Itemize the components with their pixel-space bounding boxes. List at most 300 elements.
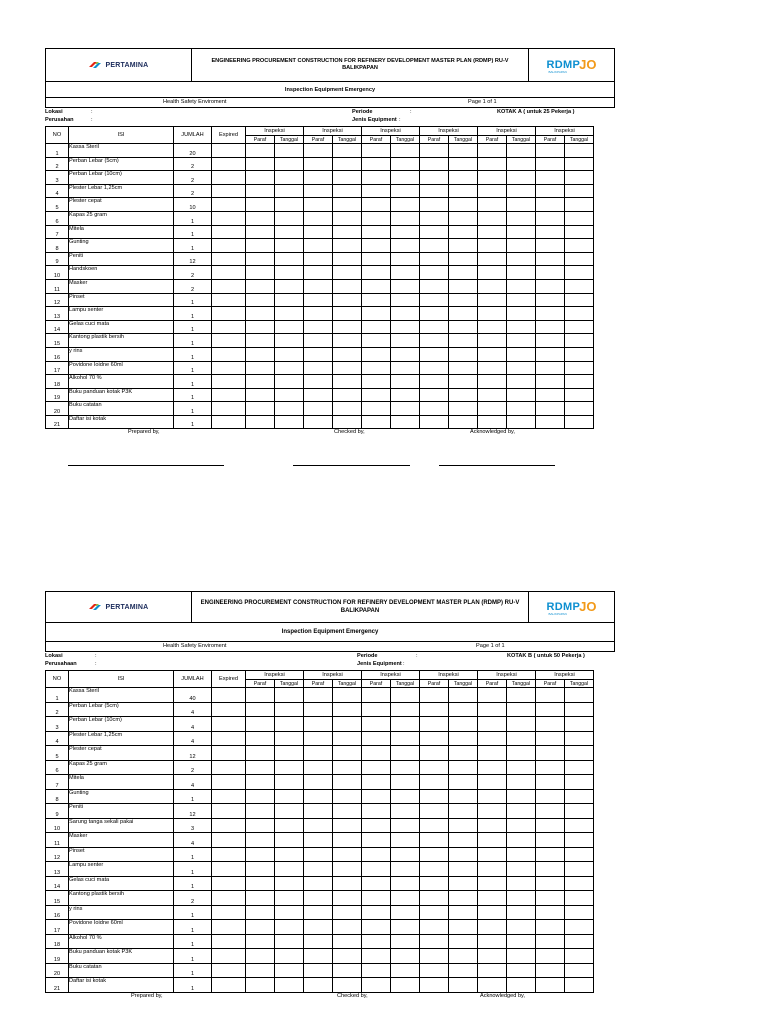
- tanggal-cell[interactable]: [565, 279, 594, 293]
- paraf-cell[interactable]: [246, 184, 275, 198]
- paraf-cell[interactable]: [478, 847, 507, 862]
- paraf-cell[interactable]: [304, 211, 333, 225]
- paraf-cell[interactable]: [420, 279, 449, 293]
- paraf-cell[interactable]: [420, 702, 449, 717]
- tanggal-cell[interactable]: [565, 775, 594, 790]
- paraf-cell[interactable]: [420, 198, 449, 212]
- tanggal-cell[interactable]: [333, 279, 362, 293]
- tanggal-cell[interactable]: [391, 833, 420, 848]
- paraf-cell[interactable]: [304, 334, 333, 348]
- paraf-cell[interactable]: [536, 804, 565, 819]
- paraf-cell[interactable]: [362, 347, 391, 361]
- paraf-cell[interactable]: [420, 717, 449, 732]
- paraf-cell[interactable]: [420, 388, 449, 402]
- paraf-cell[interactable]: [478, 905, 507, 920]
- tanggal-cell[interactable]: [507, 891, 536, 906]
- paraf-cell[interactable]: [362, 847, 391, 862]
- paraf-cell[interactable]: [478, 833, 507, 848]
- paraf-cell[interactable]: [246, 934, 275, 949]
- paraf-cell[interactable]: [304, 157, 333, 171]
- expired-cell[interactable]: [212, 361, 246, 375]
- expired-cell[interactable]: [212, 949, 246, 964]
- expired-cell[interactable]: [212, 891, 246, 906]
- tanggal-cell[interactable]: [507, 775, 536, 790]
- paraf-cell[interactable]: [478, 171, 507, 185]
- paraf-cell[interactable]: [420, 905, 449, 920]
- expired-cell[interactable]: [212, 293, 246, 307]
- paraf-cell[interactable]: [420, 334, 449, 348]
- paraf-cell[interactable]: [536, 211, 565, 225]
- tanggal-cell[interactable]: [391, 239, 420, 253]
- paraf-cell[interactable]: [536, 361, 565, 375]
- paraf-cell[interactable]: [420, 847, 449, 862]
- paraf-cell[interactable]: [246, 746, 275, 761]
- paraf-cell[interactable]: [420, 266, 449, 280]
- paraf-cell[interactable]: [536, 279, 565, 293]
- tanggal-cell[interactable]: [391, 876, 420, 891]
- paraf-cell[interactable]: [246, 920, 275, 935]
- paraf-cell[interactable]: [478, 144, 507, 158]
- paraf-cell[interactable]: [246, 949, 275, 964]
- paraf-cell[interactable]: [246, 688, 275, 703]
- tanggal-cell[interactable]: [275, 804, 304, 819]
- paraf-cell[interactable]: [362, 279, 391, 293]
- paraf-cell[interactable]: [420, 963, 449, 978]
- paraf-cell[interactable]: [362, 144, 391, 158]
- tanggal-cell[interactable]: [333, 978, 362, 993]
- paraf-cell[interactable]: [246, 818, 275, 833]
- expired-cell[interactable]: [212, 388, 246, 402]
- tanggal-cell[interactable]: [565, 702, 594, 717]
- paraf-cell[interactable]: [478, 266, 507, 280]
- paraf-cell[interactable]: [304, 862, 333, 877]
- tanggal-cell[interactable]: [449, 402, 478, 416]
- tanggal-cell[interactable]: [275, 266, 304, 280]
- paraf-cell[interactable]: [478, 760, 507, 775]
- paraf-cell[interactable]: [362, 293, 391, 307]
- paraf-cell[interactable]: [478, 876, 507, 891]
- paraf-cell[interactable]: [304, 963, 333, 978]
- tanggal-cell[interactable]: [449, 876, 478, 891]
- tanggal-cell[interactable]: [449, 833, 478, 848]
- paraf-cell[interactable]: [536, 198, 565, 212]
- paraf-cell[interactable]: [304, 307, 333, 321]
- paraf-cell[interactable]: [478, 934, 507, 949]
- tanggal-cell[interactable]: [275, 717, 304, 732]
- paraf-cell[interactable]: [536, 775, 565, 790]
- paraf-cell[interactable]: [536, 702, 565, 717]
- expired-cell[interactable]: [212, 307, 246, 321]
- paraf-cell[interactable]: [536, 388, 565, 402]
- tanggal-cell[interactable]: [391, 702, 420, 717]
- tanggal-cell[interactable]: [275, 789, 304, 804]
- tanggal-cell[interactable]: [507, 198, 536, 212]
- tanggal-cell[interactable]: [449, 746, 478, 761]
- paraf-cell[interactable]: [478, 920, 507, 935]
- tanggal-cell[interactable]: [565, 789, 594, 804]
- tanggal-cell[interactable]: [507, 375, 536, 389]
- tanggal-cell[interactable]: [333, 415, 362, 429]
- expired-cell[interactable]: [212, 934, 246, 949]
- paraf-cell[interactable]: [362, 266, 391, 280]
- tanggal-cell[interactable]: [391, 184, 420, 198]
- tanggal-cell[interactable]: [507, 833, 536, 848]
- tanggal-cell[interactable]: [565, 171, 594, 185]
- expired-cell[interactable]: [212, 717, 246, 732]
- paraf-cell[interactable]: [362, 789, 391, 804]
- paraf-cell[interactable]: [304, 239, 333, 253]
- paraf-cell[interactable]: [362, 320, 391, 334]
- paraf-cell[interactable]: [304, 717, 333, 732]
- tanggal-cell[interactable]: [333, 731, 362, 746]
- paraf-cell[interactable]: [536, 252, 565, 266]
- paraf-cell[interactable]: [304, 818, 333, 833]
- paraf-cell[interactable]: [478, 702, 507, 717]
- paraf-cell[interactable]: [536, 293, 565, 307]
- tanggal-cell[interactable]: [275, 949, 304, 964]
- paraf-cell[interactable]: [304, 934, 333, 949]
- tanggal-cell[interactable]: [565, 934, 594, 949]
- paraf-cell[interactable]: [420, 252, 449, 266]
- paraf-cell[interactable]: [246, 375, 275, 389]
- paraf-cell[interactable]: [536, 905, 565, 920]
- tanggal-cell[interactable]: [391, 266, 420, 280]
- paraf-cell[interactable]: [304, 876, 333, 891]
- tanggal-cell[interactable]: [565, 320, 594, 334]
- tanggal-cell[interactable]: [333, 334, 362, 348]
- paraf-cell[interactable]: [362, 934, 391, 949]
- paraf-cell[interactable]: [536, 347, 565, 361]
- tanggal-cell[interactable]: [275, 402, 304, 416]
- paraf-cell[interactable]: [478, 157, 507, 171]
- tanggal-cell[interactable]: [275, 211, 304, 225]
- paraf-cell[interactable]: [362, 198, 391, 212]
- paraf-cell[interactable]: [420, 789, 449, 804]
- tanggal-cell[interactable]: [507, 293, 536, 307]
- tanggal-cell[interactable]: [507, 804, 536, 819]
- paraf-cell[interactable]: [362, 949, 391, 964]
- paraf-cell[interactable]: [478, 239, 507, 253]
- tanggal-cell[interactable]: [333, 211, 362, 225]
- tanggal-cell[interactable]: [391, 388, 420, 402]
- expired-cell[interactable]: [212, 239, 246, 253]
- tanggal-cell[interactable]: [333, 266, 362, 280]
- paraf-cell[interactable]: [246, 320, 275, 334]
- paraf-cell[interactable]: [420, 978, 449, 993]
- paraf-cell[interactable]: [536, 402, 565, 416]
- expired-cell[interactable]: [212, 978, 246, 993]
- paraf-cell[interactable]: [420, 211, 449, 225]
- tanggal-cell[interactable]: [391, 847, 420, 862]
- paraf-cell[interactable]: [362, 876, 391, 891]
- paraf-cell[interactable]: [246, 225, 275, 239]
- tanggal-cell[interactable]: [391, 307, 420, 321]
- paraf-cell[interactable]: [304, 760, 333, 775]
- tanggal-cell[interactable]: [275, 731, 304, 746]
- paraf-cell[interactable]: [246, 804, 275, 819]
- paraf-cell[interactable]: [420, 361, 449, 375]
- expired-cell[interactable]: [212, 157, 246, 171]
- tanggal-cell[interactable]: [275, 862, 304, 877]
- paraf-cell[interactable]: [362, 717, 391, 732]
- tanggal-cell[interactable]: [565, 891, 594, 906]
- tanggal-cell[interactable]: [507, 184, 536, 198]
- paraf-cell[interactable]: [420, 876, 449, 891]
- paraf-cell[interactable]: [478, 789, 507, 804]
- paraf-cell[interactable]: [246, 702, 275, 717]
- paraf-cell[interactable]: [536, 746, 565, 761]
- tanggal-cell[interactable]: [565, 862, 594, 877]
- paraf-cell[interactable]: [304, 184, 333, 198]
- tanggal-cell[interactable]: [507, 789, 536, 804]
- paraf-cell[interactable]: [304, 293, 333, 307]
- paraf-cell[interactable]: [304, 688, 333, 703]
- paraf-cell[interactable]: [246, 963, 275, 978]
- paraf-cell[interactable]: [246, 279, 275, 293]
- paraf-cell[interactable]: [478, 293, 507, 307]
- expired-cell[interactable]: [212, 279, 246, 293]
- paraf-cell[interactable]: [478, 415, 507, 429]
- expired-cell[interactable]: [212, 171, 246, 185]
- paraf-cell[interactable]: [362, 211, 391, 225]
- paraf-cell[interactable]: [478, 375, 507, 389]
- tanggal-cell[interactable]: [449, 415, 478, 429]
- tanggal-cell[interactable]: [449, 949, 478, 964]
- expired-cell[interactable]: [212, 402, 246, 416]
- paraf-cell[interactable]: [246, 891, 275, 906]
- expired-cell[interactable]: [212, 688, 246, 703]
- tanggal-cell[interactable]: [449, 239, 478, 253]
- paraf-cell[interactable]: [246, 978, 275, 993]
- tanggal-cell[interactable]: [333, 702, 362, 717]
- expired-cell[interactable]: [212, 833, 246, 848]
- paraf-cell[interactable]: [246, 717, 275, 732]
- tanggal-cell[interactable]: [275, 920, 304, 935]
- tanggal-cell[interactable]: [449, 184, 478, 198]
- tanggal-cell[interactable]: [391, 804, 420, 819]
- tanggal-cell[interactable]: [391, 347, 420, 361]
- paraf-cell[interactable]: [246, 211, 275, 225]
- tanggal-cell[interactable]: [449, 775, 478, 790]
- tanggal-cell[interactable]: [391, 171, 420, 185]
- paraf-cell[interactable]: [420, 307, 449, 321]
- paraf-cell[interactable]: [246, 157, 275, 171]
- paraf-cell[interactable]: [362, 388, 391, 402]
- tanggal-cell[interactable]: [449, 293, 478, 307]
- paraf-cell[interactable]: [536, 862, 565, 877]
- tanggal-cell[interactable]: [449, 963, 478, 978]
- paraf-cell[interactable]: [478, 717, 507, 732]
- tanggal-cell[interactable]: [449, 171, 478, 185]
- tanggal-cell[interactable]: [507, 818, 536, 833]
- paraf-cell[interactable]: [304, 891, 333, 906]
- tanggal-cell[interactable]: [507, 347, 536, 361]
- expired-cell[interactable]: [212, 198, 246, 212]
- paraf-cell[interactable]: [362, 862, 391, 877]
- tanggal-cell[interactable]: [507, 307, 536, 321]
- tanggal-cell[interactable]: [275, 891, 304, 906]
- tanggal-cell[interactable]: [507, 252, 536, 266]
- tanggal-cell[interactable]: [507, 978, 536, 993]
- tanggal-cell[interactable]: [565, 415, 594, 429]
- paraf-cell[interactable]: [304, 702, 333, 717]
- tanggal-cell[interactable]: [565, 211, 594, 225]
- tanggal-cell[interactable]: [449, 717, 478, 732]
- paraf-cell[interactable]: [420, 157, 449, 171]
- tanggal-cell[interactable]: [449, 804, 478, 819]
- tanggal-cell[interactable]: [565, 978, 594, 993]
- paraf-cell[interactable]: [478, 731, 507, 746]
- tanggal-cell[interactable]: [391, 225, 420, 239]
- tanggal-cell[interactable]: [565, 746, 594, 761]
- paraf-cell[interactable]: [478, 252, 507, 266]
- paraf-cell[interactable]: [246, 905, 275, 920]
- tanggal-cell[interactable]: [333, 375, 362, 389]
- tanggal-cell[interactable]: [507, 963, 536, 978]
- tanggal-cell[interactable]: [449, 818, 478, 833]
- tanggal-cell[interactable]: [449, 862, 478, 877]
- paraf-cell[interactable]: [420, 347, 449, 361]
- paraf-cell[interactable]: [246, 334, 275, 348]
- tanggal-cell[interactable]: [565, 949, 594, 964]
- paraf-cell[interactable]: [536, 717, 565, 732]
- tanggal-cell[interactable]: [565, 266, 594, 280]
- paraf-cell[interactable]: [304, 775, 333, 790]
- paraf-cell[interactable]: [304, 847, 333, 862]
- paraf-cell[interactable]: [362, 171, 391, 185]
- tanggal-cell[interactable]: [565, 293, 594, 307]
- tanggal-cell[interactable]: [565, 307, 594, 321]
- tanggal-cell[interactable]: [507, 905, 536, 920]
- paraf-cell[interactable]: [362, 818, 391, 833]
- tanggal-cell[interactable]: [391, 279, 420, 293]
- paraf-cell[interactable]: [304, 375, 333, 389]
- paraf-cell[interactable]: [246, 252, 275, 266]
- tanggal-cell[interactable]: [275, 279, 304, 293]
- paraf-cell[interactable]: [304, 746, 333, 761]
- tanggal-cell[interactable]: [333, 225, 362, 239]
- tanggal-cell[interactable]: [333, 402, 362, 416]
- expired-cell[interactable]: [212, 760, 246, 775]
- tanggal-cell[interactable]: [391, 293, 420, 307]
- paraf-cell[interactable]: [420, 804, 449, 819]
- tanggal-cell[interactable]: [275, 833, 304, 848]
- expired-cell[interactable]: [212, 789, 246, 804]
- tanggal-cell[interactable]: [391, 688, 420, 703]
- paraf-cell[interactable]: [362, 760, 391, 775]
- paraf-cell[interactable]: [478, 402, 507, 416]
- tanggal-cell[interactable]: [275, 905, 304, 920]
- tanggal-cell[interactable]: [391, 361, 420, 375]
- paraf-cell[interactable]: [536, 963, 565, 978]
- paraf-cell[interactable]: [536, 171, 565, 185]
- tanggal-cell[interactable]: [333, 347, 362, 361]
- paraf-cell[interactable]: [304, 415, 333, 429]
- paraf-cell[interactable]: [246, 847, 275, 862]
- tanggal-cell[interactable]: [565, 334, 594, 348]
- tanggal-cell[interactable]: [449, 334, 478, 348]
- paraf-cell[interactable]: [304, 388, 333, 402]
- paraf-cell[interactable]: [246, 266, 275, 280]
- paraf-cell[interactable]: [536, 320, 565, 334]
- tanggal-cell[interactable]: [391, 760, 420, 775]
- paraf-cell[interactable]: [536, 184, 565, 198]
- paraf-cell[interactable]: [304, 320, 333, 334]
- tanggal-cell[interactable]: [275, 184, 304, 198]
- tanggal-cell[interactable]: [565, 361, 594, 375]
- expired-cell[interactable]: [212, 415, 246, 429]
- tanggal-cell[interactable]: [565, 225, 594, 239]
- tanggal-cell[interactable]: [565, 157, 594, 171]
- paraf-cell[interactable]: [362, 963, 391, 978]
- expired-cell[interactable]: [212, 184, 246, 198]
- paraf-cell[interactable]: [362, 746, 391, 761]
- tanggal-cell[interactable]: [275, 239, 304, 253]
- tanggal-cell[interactable]: [565, 375, 594, 389]
- paraf-cell[interactable]: [362, 239, 391, 253]
- tanggal-cell[interactable]: [333, 963, 362, 978]
- paraf-cell[interactable]: [420, 862, 449, 877]
- tanggal-cell[interactable]: [565, 876, 594, 891]
- tanggal-cell[interactable]: [391, 415, 420, 429]
- tanggal-cell[interactable]: [391, 746, 420, 761]
- paraf-cell[interactable]: [246, 876, 275, 891]
- tanggal-cell[interactable]: [275, 388, 304, 402]
- tanggal-cell[interactable]: [391, 731, 420, 746]
- tanggal-cell[interactable]: [565, 347, 594, 361]
- tanggal-cell[interactable]: [565, 144, 594, 158]
- tanggal-cell[interactable]: [449, 320, 478, 334]
- paraf-cell[interactable]: [478, 184, 507, 198]
- paraf-cell[interactable]: [478, 198, 507, 212]
- paraf-cell[interactable]: [478, 804, 507, 819]
- paraf-cell[interactable]: [362, 307, 391, 321]
- tanggal-cell[interactable]: [275, 171, 304, 185]
- tanggal-cell[interactable]: [333, 144, 362, 158]
- paraf-cell[interactable]: [478, 388, 507, 402]
- paraf-cell[interactable]: [536, 239, 565, 253]
- tanggal-cell[interactable]: [449, 361, 478, 375]
- tanggal-cell[interactable]: [449, 198, 478, 212]
- tanggal-cell[interactable]: [333, 239, 362, 253]
- tanggal-cell[interactable]: [507, 934, 536, 949]
- paraf-cell[interactable]: [246, 347, 275, 361]
- paraf-cell[interactable]: [304, 804, 333, 819]
- tanggal-cell[interactable]: [449, 388, 478, 402]
- paraf-cell[interactable]: [420, 239, 449, 253]
- tanggal-cell[interactable]: [275, 934, 304, 949]
- paraf-cell[interactable]: [536, 934, 565, 949]
- paraf-cell[interactable]: [304, 833, 333, 848]
- expired-cell[interactable]: [212, 920, 246, 935]
- expired-cell[interactable]: [212, 266, 246, 280]
- paraf-cell[interactable]: [362, 688, 391, 703]
- paraf-cell[interactable]: [362, 978, 391, 993]
- tanggal-cell[interactable]: [333, 760, 362, 775]
- tanggal-cell[interactable]: [449, 702, 478, 717]
- tanggal-cell[interactable]: [449, 252, 478, 266]
- paraf-cell[interactable]: [304, 252, 333, 266]
- paraf-cell[interactable]: [478, 361, 507, 375]
- paraf-cell[interactable]: [246, 144, 275, 158]
- tanggal-cell[interactable]: [565, 833, 594, 848]
- paraf-cell[interactable]: [536, 225, 565, 239]
- tanggal-cell[interactable]: [449, 760, 478, 775]
- tanggal-cell[interactable]: [449, 307, 478, 321]
- paraf-cell[interactable]: [304, 279, 333, 293]
- paraf-cell[interactable]: [536, 949, 565, 964]
- paraf-cell[interactable]: [362, 157, 391, 171]
